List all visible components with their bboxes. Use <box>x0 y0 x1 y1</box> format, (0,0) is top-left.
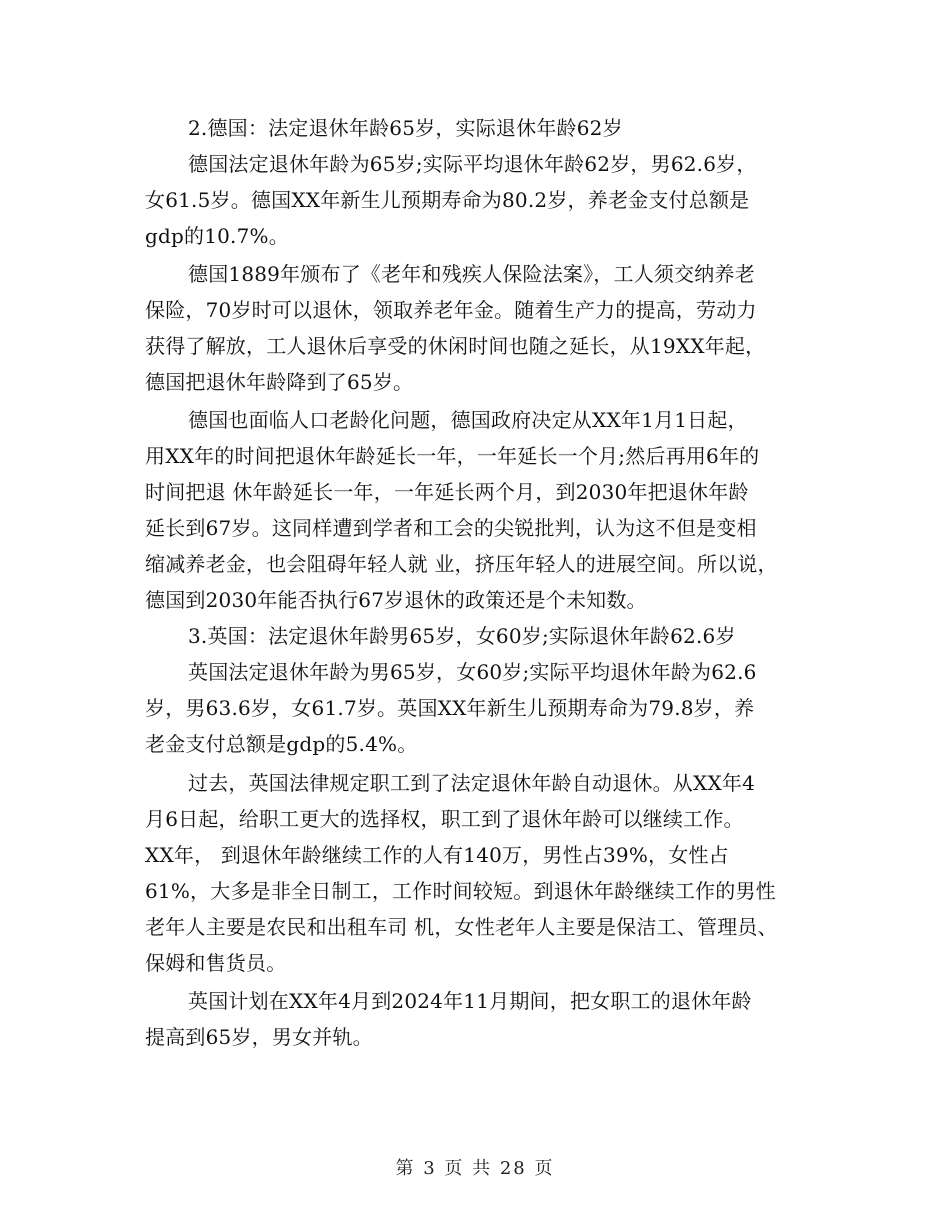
paragraph-line: 61%，大多是非全日制工，工作时间较短。到退休年龄继续工作的男性 <box>145 879 776 903</box>
paragraph-line: 延长到67岁。这同样遭到学者和工会的尖锐批判，认为这不但是变相 <box>145 516 757 540</box>
paragraph-line: 德国法定退休年龄为65岁;实际平均退休年龄62岁，男62.6岁， <box>188 152 757 176</box>
paragraph-line: 德国1889年颁布了《老年和残疾人保险法案》，工人须交纳养老 <box>188 262 755 286</box>
heading-uk: 3.英国：法定退休年龄男65岁，女60岁;实际退休年龄62.6岁 <box>188 624 736 648</box>
paragraph-line: 过去，英国法律规定职工到了法定退休年龄自动退休。从XX年4 <box>188 771 756 795</box>
heading-germany: 2.德国：法定退休年龄65岁，实际退休年龄62岁 <box>188 116 623 140</box>
paragraph-line: 女61.5岁。德国XX年新生儿预期寿命为80.2岁，养老金支付总额是 <box>145 188 750 212</box>
paragraph-line: 保险，70岁时可以退休，领取养老年金。随着生产力的提高，劳动力 <box>145 298 757 322</box>
paragraph-line: 保姆和售货员。 <box>145 951 287 975</box>
paragraph-line: XX年， 到退休年龄继续工作的人有140万，男性占39%，女性占 <box>145 843 729 867</box>
paragraph-line: 岁，男63.6岁，女61.7岁。英国XX年新生儿预期寿命为79.8岁，养 <box>145 696 755 720</box>
paragraph-line: 用XX年的时间把退休年龄延长一年，一年延长一个月;然后再用6年的 <box>145 444 760 468</box>
paragraph-line: 德国到2030年能否执行67岁退休的政策还是个未知数。 <box>145 588 647 612</box>
paragraph-line: 获得了解放，工人退休后享受的休闲时间也随之延长，从19XX年起， <box>145 334 766 358</box>
paragraph-line: 老金支付总额是gdp的5.4%。 <box>145 732 418 756</box>
paragraph-line: 德国把退休年龄降到了65岁。 <box>145 370 414 394</box>
paragraph-line: 老年人主要是农民和出租车司 机，女性老年人主要是保洁工、管理员、 <box>145 915 778 939</box>
page-number-footer: 第 3 页 共 28 页 <box>395 1158 555 1179</box>
paragraph-line: 德国也面临人口老龄化问题，德国政府决定从XX年1月1日起， <box>188 408 748 432</box>
paragraph-line: gdp的10.7%。 <box>145 224 289 248</box>
paragraph-line: 时间把退 休年龄延长一年，一年延长两个月，到2030年把退休年龄 <box>145 480 749 504</box>
paragraph-line: 月6日起，给职工更大的选择权，职工到了退休年龄可以继续工作。 <box>145 807 744 831</box>
paragraph-line: 缩减养老金，也会阻碍年轻人就 业，挤压年轻人的进展空间。所以说， <box>145 552 778 576</box>
paragraph-line: 提高到65岁，男女并轨。 <box>145 1025 373 1049</box>
paragraph-line: 英国计划在XX年4月到2024年11月期间，把女职工的退休年龄 <box>188 989 752 1013</box>
paragraph-line: 英国法定退休年龄为男65岁，女60岁;实际平均退休年龄为62.6 <box>188 660 757 684</box>
